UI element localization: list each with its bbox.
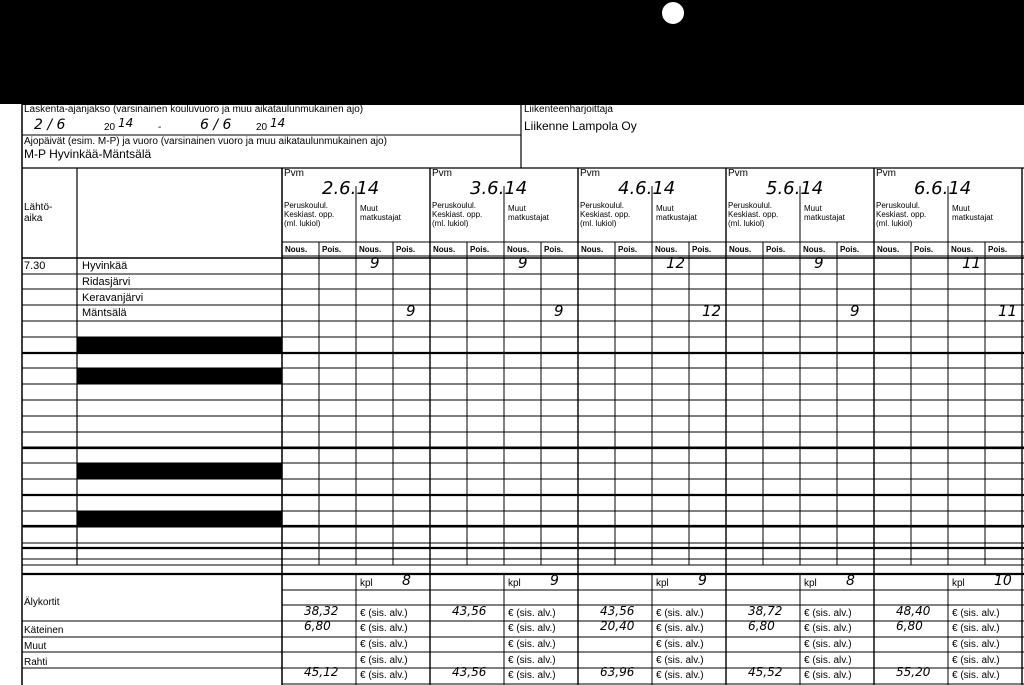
pupils-label-line1: Peruskoulul. [580,201,625,210]
pupils-label-line3: (ml. lukiol) [728,219,765,228]
stop-ridasjarvi: Ridasjärvi [82,276,131,288]
col-alighting-label: Pois. [322,245,342,254]
period-start-year: 14 [118,116,134,130]
pupils-label-line2: Keskiast. opp. [728,210,779,219]
eur-label: € (sis. alv.) [804,639,852,650]
period-separator: - [158,122,162,133]
col-boarding-label: Nous. [655,245,678,254]
departure-label-2: aika [24,213,43,224]
alighted-count: 9 [406,302,416,320]
pvm-label: Pvm [580,168,600,179]
smartcard-amount: 48,40 [896,604,931,618]
redacted-row-bar [77,463,282,479]
route-value: M-P Hyvinkää-Mäntsälä [24,147,152,161]
kpl-label: kpl [804,578,817,589]
smartcard-count: 10 [994,573,1012,589]
period-end-year-prefix: 20 [256,122,268,133]
eur-label: € (sis. alv.) [508,623,556,634]
pupils-label-line3: (ml. lukiol) [284,219,321,228]
eur-label: € (sis. alv.) [360,623,408,634]
col-alighting-label: Pois. [396,245,416,254]
others-label-line2: matkustajat [508,213,549,222]
col-alighting-label: Pois. [618,245,638,254]
date-value: 3.6.14 [470,178,528,199]
kpl-label: kpl [508,578,521,589]
eur-label: € (sis. alv.) [952,639,1000,650]
pupils-label-line3: (ml. lukiol) [876,219,913,228]
redacted-row-bar [77,511,282,527]
col-boarding-label: Nous. [285,245,308,254]
stop-mantsala: Mäntsälä [82,307,127,319]
eur-label: € (sis. alv.) [508,655,556,666]
eur-label: € (sis. alv.) [360,655,408,666]
kpl-label: kpl [360,578,373,589]
eur-label: € (sis. alv.) [656,655,704,666]
smartcard-amount: 38,72 [748,604,783,618]
eur-label: € (sis. alv.) [656,608,704,619]
pvm-label: Pvm [432,168,452,179]
eur-label: € (sis. alv.) [508,639,556,650]
pvm-label: Pvm [876,168,896,179]
smartcard-count: 9 [550,573,559,589]
eur-label: € (sis. alv.) [656,623,704,634]
col-boarding-label: Nous. [803,245,826,254]
eur-label: € (sis. alv.) [804,670,852,681]
total-amount: 63,96 [600,665,635,679]
cash-amount: 6,80 [304,619,331,633]
eur-label: € (sis. alv.) [656,670,704,681]
smartcard-amount: 38,32 [304,604,339,618]
alighted-count: 9 [850,302,860,320]
others-label-line1: Muut [952,204,970,213]
pupils-label-line2: Keskiast. opp. [432,210,483,219]
col-alighting-label: Pois. [692,245,712,254]
cash-label: Käteinen [24,625,64,636]
operator-label: Liikenteenharjoittaja [524,104,613,115]
operator-value: Liikenne Lampola Oy [524,119,637,133]
period-label: Laskenta-ajanjakso (varsinainen kouluvuoro ja muu aikataulunmukainen ajo) [24,104,364,115]
col-alighting-label: Pois. [470,245,490,254]
eur-label: € (sis. alv.) [952,655,1000,666]
pupils-label-line1: Peruskoulul. [432,201,477,210]
cash-amount: 6,80 [748,619,775,633]
cash-amount: 6,80 [896,619,923,633]
pupils-label-line1: Peruskoulul. [728,201,773,210]
date-value: 4.6.14 [618,178,676,199]
col-alighting-label: Pois. [914,245,934,254]
col-boarding-label: Nous. [433,245,456,254]
pupils-label-line2: Keskiast. opp. [876,210,927,219]
col-boarding-label: Nous. [729,245,752,254]
stop-hyvinkaa: Hyvinkää [82,260,128,272]
eur-label: € (sis. alv.) [360,670,408,681]
total-amount: 45,12 [304,665,339,679]
eur-label: € (sis. alv.) [360,608,408,619]
route-label: Ajopäivät (esim. M-P) ja vuoro (varsinainen vuoro ja muu aikataulunmukainen ajo) [24,136,387,147]
others-label-line2: matkustajat [952,213,993,222]
others-label-line2: matkustajat [656,213,697,222]
eur-label: € (sis. alv.) [804,655,852,666]
col-boarding-label: Nous. [359,245,382,254]
period-end-year: 14 [270,116,286,130]
date-value: 5.6.14 [766,178,824,199]
smartcard-count: 9 [698,573,707,589]
alighted-count: 12 [702,302,722,320]
boarded-count: 9 [814,254,824,272]
others-label-line1: Muut [804,204,822,213]
others-label-line1: Muut [360,204,378,213]
others-label-line1: Muut [508,204,526,213]
boarded-count: 11 [962,254,982,272]
col-boarding-label: Nous. [951,245,974,254]
smartcard-amount: 43,56 [600,604,635,618]
col-boarding-label: Nous. [877,245,900,254]
period-start-year-prefix: 20 [104,122,116,133]
col-alighting-label: Pois. [988,245,1008,254]
others-label-line1: Muut [656,204,674,213]
eur-label: € (sis. alv.) [508,670,556,681]
col-alighting-label: Pois. [766,245,786,254]
redacted-row-bar [77,368,282,384]
cash-amount: 20,40 [600,619,635,633]
date-value: 2.6.14 [322,178,380,199]
total-amount: 45,52 [748,665,783,679]
alighted-count: 9 [554,302,564,320]
pvm-label: Pvm [728,168,748,179]
kpl-label: kpl [952,578,965,589]
departure-label-1: Lähtö- [24,202,53,213]
col-boarding-label: Nous. [581,245,604,254]
eur-label: € (sis. alv.) [804,623,852,634]
kpl-label: kpl [656,578,669,589]
stop-keravanjarvi: Keravanjärvi [82,292,144,304]
col-alighting-label: Pois. [544,245,564,254]
redacted-row-bar [77,337,282,353]
smartcard-count: 8 [846,573,855,589]
boarded-count: 9 [370,254,380,272]
boarded-count: 12 [666,254,686,272]
others-label-line2: matkustajat [804,213,845,222]
pupils-label-line2: Keskiast. opp. [580,210,631,219]
pupils-label-line2: Keskiast. opp. [284,210,335,219]
period-start-day: 2 / 6 [34,117,66,133]
smartcard-amount: 43,56 [452,604,487,618]
freight-label: Rahti [24,657,48,668]
eur-label: € (sis. alv.) [360,639,408,650]
col-boarding-label: Nous. [507,245,530,254]
eur-label: € (sis. alv.) [952,623,1000,634]
pupils-label-line1: Peruskoulul. [284,201,329,210]
pupils-label-line3: (ml. lukiol) [432,219,469,228]
period-end-day: 6 / 6 [200,117,232,133]
smartcards-label: Älykortit [24,597,60,608]
total-amount: 43,56 [452,665,487,679]
alighted-count: 11 [998,302,1018,320]
others-label-line2: matkustajat [360,213,401,222]
col-alighting-label: Pois. [840,245,860,254]
pupils-label-line1: Peruskoulul. [876,201,921,210]
eur-label: € (sis. alv.) [508,608,556,619]
smartcard-count: 8 [402,573,411,589]
eur-label: € (sis. alv.) [656,639,704,650]
eur-label: € (sis. alv.) [952,608,1000,619]
date-value: 6.6.14 [914,178,972,199]
departure-time: 7.30 [24,260,46,272]
total-amount: 55,20 [896,665,931,679]
pupils-label-line3: (ml. lukiol) [580,219,617,228]
eur-label: € (sis. alv.) [952,670,1000,681]
boarded-count: 9 [518,254,528,272]
other-label: Muut [24,641,47,652]
eur-label: € (sis. alv.) [804,608,852,619]
pvm-label: Pvm [284,168,304,179]
